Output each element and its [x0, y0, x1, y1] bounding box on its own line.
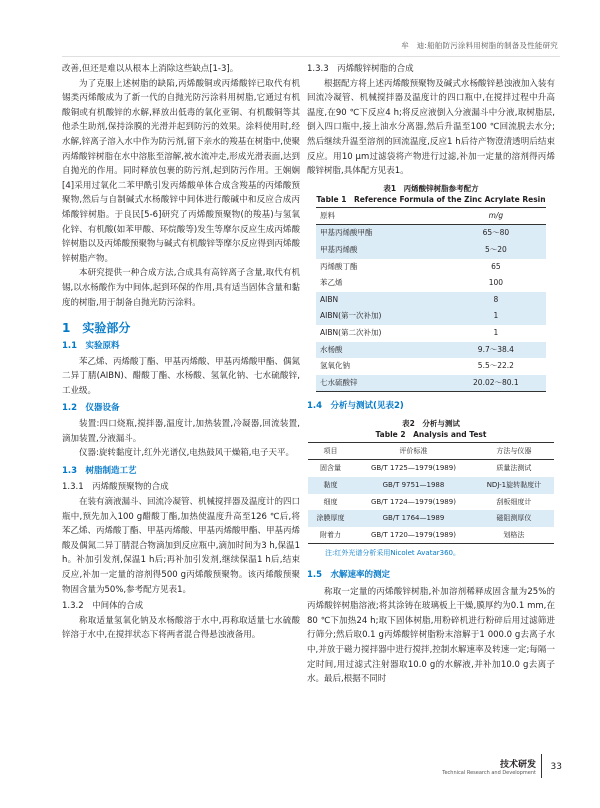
table-cell: 1 [493, 327, 499, 337]
subsection-heading-hydrolysis: 1.5 水解速率的测定 [307, 570, 391, 581]
table-cell: AIBN(第一次补加) [316, 308, 446, 325]
table-row [316, 259, 546, 276]
table-row [308, 510, 554, 527]
footer-divider [541, 754, 542, 778]
table2-note: 注:红外光谱分析采用Nicolet Avatar360。 [325, 549, 460, 558]
table-cell: 甲基丙烯酸甲酯 [316, 225, 446, 242]
paragraph: 本研究提供一种合成方法,合成具有高锌离子含量,取代有机锡,以水杨酸作为中间体,起到环保的作用,具有适当固体含量和黏度的树脂,用于制备自抛光防污涂料。 [62, 268, 300, 308]
table2-header-standard: 评价标准 [353, 442, 474, 460]
table-row [316, 342, 546, 359]
page-number: 33 [550, 762, 562, 772]
table1-caption-en: Table 1 Reference Formula of the Zinc Acrylate Resin [316, 194, 546, 204]
table1-header-material: 原料 [316, 207, 446, 225]
table-cell: 65 [491, 261, 501, 271]
table2-header-method: 方法与仪器 [474, 442, 554, 460]
table-cell: 9.7～38.4 [446, 342, 546, 359]
table-row [316, 275, 546, 292]
table2-caption-cn: 表2 分析与测试 [402, 418, 460, 428]
subsubsection-heading-intermediate: 1.3.2 中间体的合成 [62, 601, 144, 612]
table-row [316, 358, 546, 375]
table-cell: 黏度 [308, 477, 353, 494]
footer-journal [442, 757, 536, 776]
table-cell: 氢氧化钠 [320, 361, 350, 371]
running-header: 牟 迪:船舶防污涂料用树脂的制备及性能研究 [401, 41, 558, 50]
table-cell: 七水硫酸锌 [316, 375, 446, 392]
subsection-heading-equipment: 1.2 仪器设备 [62, 403, 120, 414]
right-column [307, 62, 555, 687]
table-row [316, 225, 546, 242]
table-cell: 20.02～80.1 [446, 375, 546, 392]
table-cell: 甲基丙烯酸 [316, 242, 446, 259]
table-row [316, 325, 546, 342]
table-cell: 细度 [323, 497, 338, 506]
table2-caption-en: Table 2 Analysis and Test [375, 429, 487, 439]
table-cell: GB/T 1724—1979(1989) [370, 497, 456, 506]
table-cell: 固含量 [320, 464, 342, 473]
table-cell: 磁阻测厚仪 [474, 510, 554, 527]
table-cell: GB/T 1720—1979(1989) [353, 527, 474, 544]
table-cell: AIBN(第二次补加) [320, 327, 382, 337]
journal-title-en: Technical Research and Development [442, 770, 536, 776]
table2 [308, 442, 554, 545]
table-cell: 丙烯酸丁酯 [320, 261, 358, 271]
table-row [308, 477, 554, 494]
table-cell: 刮板细度计 [496, 497, 532, 506]
table1-caption-cn: 表1 丙烯酸锌树脂参考配方 [383, 183, 479, 193]
table-row [316, 308, 546, 325]
table-cell: 65～80 [446, 225, 546, 242]
paragraph: 改善,但还是难以从根本上消除这些缺点[1-3]。 [62, 64, 239, 74]
table-cell: 划格法 [474, 527, 554, 544]
table1-caption [307, 183, 555, 205]
table-cell: 涂膜厚度 [308, 510, 353, 527]
subsection-heading-materials: 1.1 实验原料 [62, 341, 120, 352]
table-cell: 5.5～22.2 [477, 361, 514, 371]
journal-title: 技术研发 [499, 760, 536, 770]
paragraph: 仪器:旋转黏度计,红外光谱仪,电热鼓风干燥箱,电子天平。 [79, 448, 294, 459]
table-cell: 水杨酸 [316, 342, 446, 359]
table-row [316, 242, 546, 259]
paragraph: 在装有滴液漏斗、回流冷凝管、机械搅拌器及温度计的四口瓶中,预先加入100 g醋酸丁酯,加热使温度升高至126 ℃后,将苯乙烯、丙烯酸丁酯、甲基丙烯酸、甲基丙烯酸甲酯、甲基丙烯酸及偶氮二异丁腈混合物滴加到反应瓶中,滴加时间为3 h,保温1 h。补加引发剂,保温1 h后;再补加引发剂,继续保温1 h后,结束反应,补加一定量的溶剂得500 g丙烯酸预聚物。该丙烯酸预聚物固含量为50%,参考配方见表1。 [62, 497, 301, 595]
table-cell: NDJ-1旋转黏度计 [474, 477, 554, 494]
table-row [316, 375, 546, 392]
table-row [308, 460, 554, 477]
table-cell: GB/T 1725—1979(1989) [370, 464, 456, 473]
paragraph: 为了克服上述树脂的缺陷,丙烯酸铜或丙烯酸锌已取代有机锡类丙烯酸成为了新一代的自抛光防污涂料用树脂,它通过有机酸铜或有机酸锌的水解,释放出低毒的氧化亚铜、有机酸铜等其他杀生助剂,保持涂膜的光滑并起到防污的效果。涂料使用时,经水解,锌离子溶入水中作为防污剂,留下亲水的羧基在树脂中,使聚丙烯酸锌树脂在水中溶胀至溶解,被水流冲走,形成光滑表面,达到自抛光的作用。同时释放包裹的防污剂,起到防污作用。王娴娴[4]采用过氧化二苯甲酰引发丙烯酸单体合成含羧基的丙烯酸预聚物,然后与自制碱式水杨酸锌中间体进行酸碱中和反应合成丙烯酸锌树脂。于良民[5-6]研究了丙烯酸预聚物(的羧基)与氢氧化锌、有机酸(如苯甲酸、环烷酸等)发生等摩尔反应生成丙烯酸锌树脂以及丙烯酸预聚物与碱式有机酸锌等摩尔反应得到丙烯酸锌树脂产物。 [62, 78, 301, 264]
table-cell: 苯乙烯 [320, 278, 343, 288]
table1 [316, 207, 546, 393]
subsection-heading-process: 1.3 树脂制造工艺 [62, 465, 137, 476]
table1-header-mass: m/g [446, 207, 546, 225]
table-cell: 质量法测试 [496, 464, 532, 473]
table-cell: GB/T 9751—1988 [353, 477, 474, 494]
paragraph: 称取一定量的丙烯酸锌树脂,补加溶剂稀释成固含量为25%的丙烯酸锌树脂溶液;将其涂铸在玻璃板上干燥,膜厚约为0.1 mm,在80 ℃下加热24 h;取下固体树脂,用粉碎机进行粉碎后用过滤筛进行筛分;然后取0.1 g丙烯酸锌树脂粉末溶解于1 000.0 g去离子水中,并放于磁力搅拌器中进行搅拌,控制水解速率及转速一定;每隔一定时间,用过滤式注射器取10.0 g的水解液,并补加10.0 g去离子水。最后,根据不同时 [307, 586, 555, 685]
table-cell: 附着力 [308, 527, 353, 544]
table-cell: 8 [446, 292, 546, 309]
paragraph: 称取适量氢氧化钠及水杨酸溶于水中,再称取适量七水硫酸锌溶于水中,在搅拌状态下将两者混合得悬浊液备用。 [62, 615, 300, 641]
paragraph: 根据配方将上述丙烯酸预聚物及碱式水杨酸锌悬浊液加入装有回流冷凝管、机械搅拌器及温度计的四口瓶中,在搅拌过程中升高温度,在90 ℃下反应4 h;将反应液倒入分液漏斗中分液,取树脂层,倒入四口瓶中,接上油水分离器,然后升温至100 ℃回流脱去水分;然后继续升温至溶剂的回流温度,反应1 h后待产物澄清透明后结束反应。用10 μm过滤袋将产物进行过滤,补加一定量的溶剂得丙烯酸锌树脂,具体配方见表1。 [307, 78, 555, 177]
table-cell: 1 [446, 308, 546, 325]
table-cell: 5～20 [446, 242, 546, 259]
table-row [308, 494, 554, 511]
subsubsection-heading-prepolymer: 1.3.1 丙烯酸预聚物的合成 [62, 482, 169, 493]
paragraph: 苯乙烯、丙烯酸丁酯、甲基丙烯酸、甲基丙烯酸甲酯、偶氮二异丁腈(AIBN)、醋酸丁酯、水杨酸、氢氧化钠、七水硫酸锌,工业级。 [62, 356, 301, 396]
table-cell: GB/T 1764—1989 [353, 510, 474, 527]
subsection-heading-analysis: 1.4 分析与测试(见表2) [307, 401, 404, 412]
table-row [316, 292, 546, 309]
section-heading-experimental: 1 实验部分 [62, 321, 131, 336]
header-divider [62, 56, 560, 57]
table2-caption [307, 418, 555, 440]
paragraph: 装置:四口烧瓶,搅拌器,温度计,加热装置,冷凝器,回流装置,滴加装置,分液漏斗。 [62, 419, 300, 444]
left-column [62, 62, 300, 643]
table-cell: AIBN [316, 292, 446, 309]
table-row [308, 527, 554, 544]
table2-header-item: 项目 [308, 442, 353, 460]
table-cell: 100 [488, 278, 504, 288]
subsubsection-heading-zinc-resin: 1.3.3 丙烯酸锌树脂的合成 [307, 64, 414, 74]
